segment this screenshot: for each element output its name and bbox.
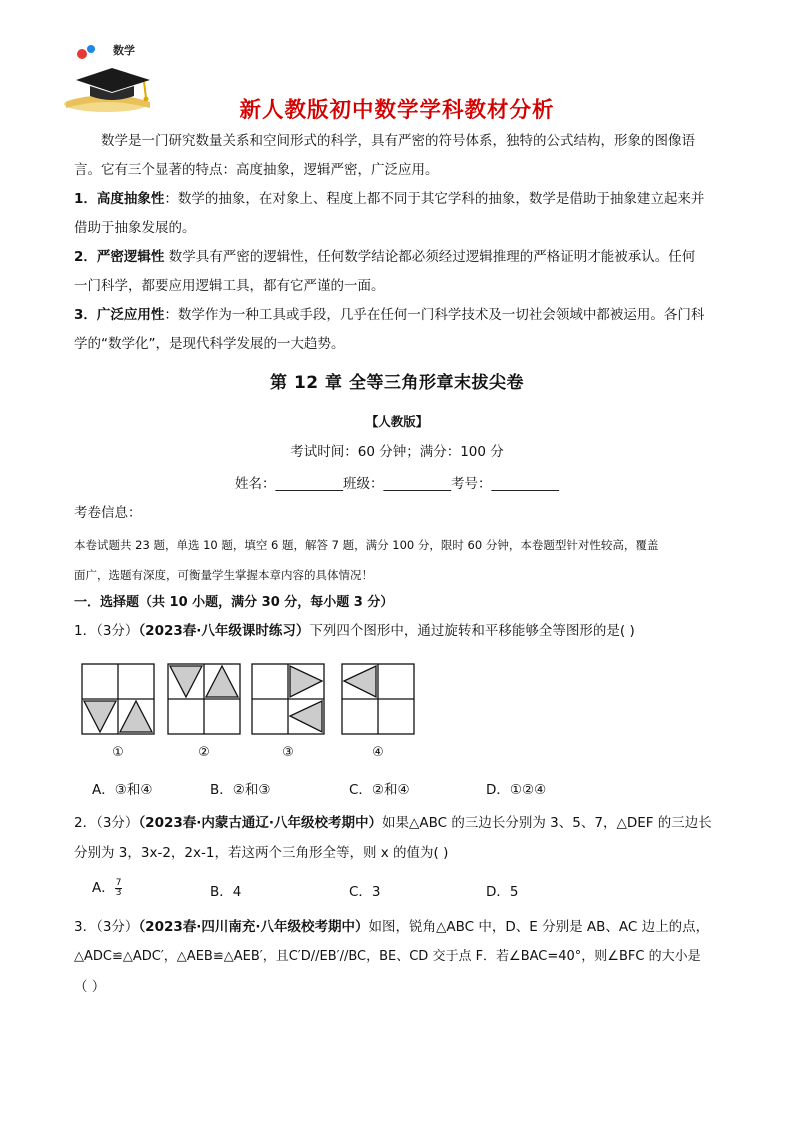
trait-2-heading: 2．严密逻辑性 [74, 249, 165, 265]
edition-label: 【人教版】 [365, 414, 429, 429]
q3-text-b: △ADC≌△ADC′，△AEB≌△AEB′，且C′D//EB′//BC，BE、CD 交于点 F．若∠BAC=40°，则∠BFC 的大小是 [74, 949, 701, 964]
q1-figures [80, 660, 420, 760]
question-2 [74, 808, 724, 868]
q2-option-c: C．3 [349, 884, 381, 900]
q1-option-a: A．③和④ [92, 782, 153, 798]
q1-number: 1．（3分） [74, 623, 139, 639]
trait-1-text-cont: 借助于抽象发展的。 [74, 220, 196, 236]
q2-number: 2．（3分） [74, 815, 139, 831]
figure-4 [342, 664, 414, 734]
trait-2-text-cont: 一门科学，都要应用逻辑工具，都有它严谨的一面。 [74, 278, 385, 294]
q2-option-a [92, 876, 122, 898]
fraction-denominator: 3 [115, 887, 122, 898]
section-heading: 一．选择题（共 10 小题，满分 30 分，每小题 3 分） [74, 595, 394, 610]
figure-2 [168, 664, 240, 734]
figure-1 [82, 664, 154, 734]
q2-source: （2023春·内蒙古通辽·八年级校考期中） [138, 815, 383, 831]
trait-1-heading: 1．高度抽象性 [74, 191, 165, 207]
question-3 [74, 912, 724, 1002]
info-text-b: 面广，选题有深度，可衡量学生掌握本章内容的具体情况！ [74, 568, 373, 582]
question-1 [74, 616, 724, 646]
figure-4-label: ④ [372, 745, 384, 760]
q1-option-b: B．②和③ [210, 782, 271, 798]
info-heading: 考卷信息： [74, 505, 142, 521]
q1-option-c: C．②和④ [349, 782, 410, 798]
q2-option-a-label: A． [92, 880, 115, 896]
intro-p1-b: 言。它有三个显著的特点：高度抽象，逻辑严密，广泛应用。 [74, 162, 439, 178]
q2-option-b: B．4 [210, 884, 242, 900]
q3-text-a: 如图，锐角△ABC 中，D、E 分别是 AB、AC 边上的点， [368, 919, 710, 935]
logo-badge: 数学 [113, 44, 135, 57]
trait-3-heading: 3．广泛应用性 [74, 307, 165, 323]
trait-1-text: ：数学的抽象，在对象上、程度上都不同于其它学科的抽象，数学是借助于抽象建立起来并 [164, 191, 705, 207]
q1-text: 下列四个图形中，通过旋转和平移能够全等图形的是( ) [309, 623, 635, 639]
q3-source: （2023春·四川南充·八年级校考期中） [138, 919, 369, 935]
trait-2-text: 数学具有严密的逻辑性，任何数学结论都必须经过逻辑推理的严格证明才能被承认。任何 [164, 249, 696, 265]
info-text-a: 本卷试题共 23 题，单选 10 题，填空 6 题，解答 7 题，满分 100 分，限时 60 分钟，本卷题型针对性较高，覆盖 [74, 538, 659, 552]
q3-text-c: （ ） [74, 979, 106, 995]
q2-option-a-fraction [115, 879, 123, 898]
q1-option-d: D．①②④ [486, 782, 547, 798]
q2-text-b: 分别为 3，3x-2，2x-1，若这两个三角形全等，则 x 的值为( ) [74, 845, 449, 861]
figure-1-label: ① [112, 745, 124, 760]
page-title: 第 12 章 全等三角形章末拔尖卷 [270, 373, 524, 393]
figure-3 [252, 664, 324, 734]
figure-3-label: ③ [282, 745, 294, 760]
q2-text-a: 如果△ABC 的三边长分别为 3、5、7，△DEF 的三边长 [382, 815, 712, 831]
q2-option-d: D．5 [486, 884, 519, 900]
trait-3-text-cont: 学的“数学化”，是现代科学发展的一大趋势。 [74, 336, 345, 352]
q3-number: 3．（3分） [74, 919, 139, 935]
student-info-line: 姓名：__________班级：__________考号：__________ [235, 476, 559, 492]
q1-source: （2023春·八年级课时练习） [138, 623, 310, 639]
fraction-numerator: 7 [115, 877, 122, 888]
intro-section [74, 127, 724, 359]
trait-3-text: ：数学作为一种工具或手段，几乎在任何一门科学技术及一切社会领域中都被运用。各门科 [164, 307, 705, 323]
figure-2-label: ② [198, 745, 210, 760]
exam-time: 考试时间：60 分钟；满分：100 分 [290, 444, 504, 460]
banner-title: 新人教版初中数学学科教材分析 [239, 98, 555, 123]
intro-p1-a: 数学是一门研究数量关系和空间形式的科学，具有严密的符号体系，独特的公式结构，形象的图像语 [101, 133, 695, 149]
